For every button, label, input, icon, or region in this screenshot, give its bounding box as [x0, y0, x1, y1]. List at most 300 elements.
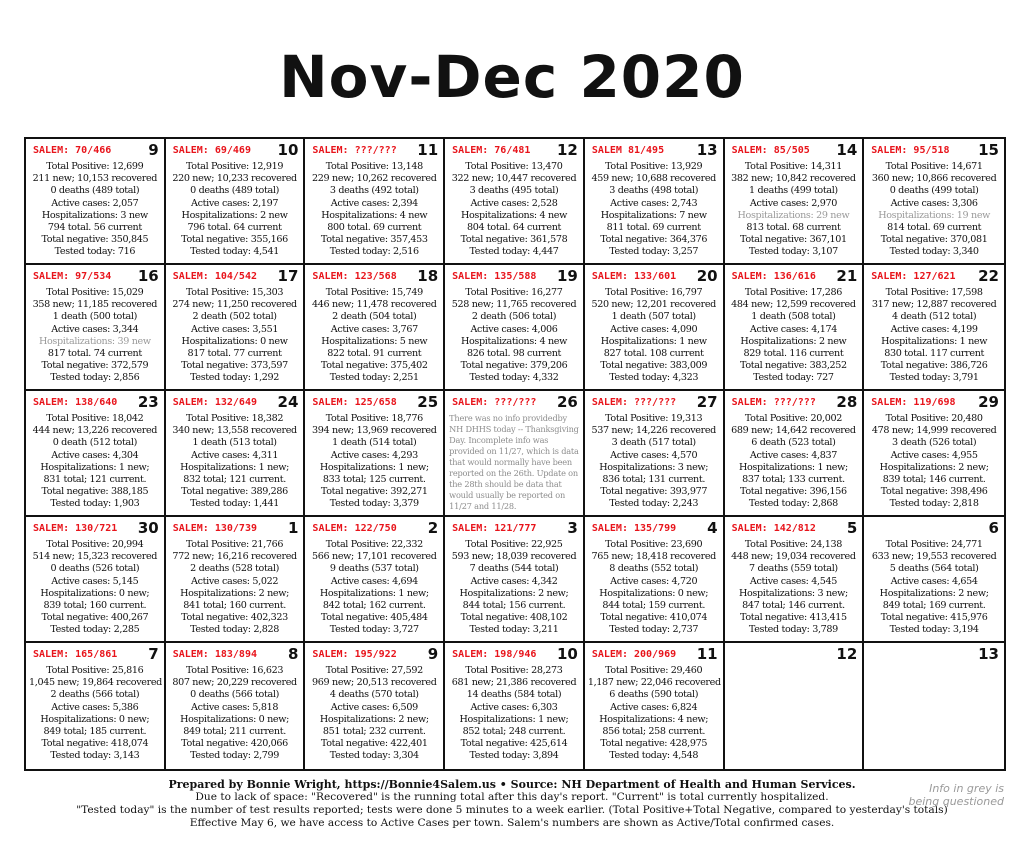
day-stats	[169, 539, 301, 637]
stat-line: Total Positive: 18,382	[185, 413, 284, 424]
stat-line: Total Positive: 12,699	[46, 161, 144, 172]
stat-line: 831 total; 121 current.	[43, 474, 147, 486]
stat-line: Tested today: 3,257	[609, 246, 699, 258]
stat-line: Total negative: 383,252	[740, 360, 847, 372]
stat-line: Active cases: 4,090	[610, 323, 698, 335]
salem-count: SALEM: 200/969	[591, 649, 677, 660]
stat-line: Total Positive: 27,592	[325, 665, 423, 676]
stat-line: 0 death (512 total)	[52, 437, 137, 449]
stat-line: Hospitalizations: 3 new;	[599, 461, 709, 473]
day-cell	[864, 643, 1004, 769]
stat-line: Total negative: 389,286	[181, 486, 288, 498]
day-header	[728, 267, 860, 287]
day-number: 7	[148, 645, 159, 663]
day-stats	[308, 665, 440, 763]
stat-line: Tested today: 2,516	[329, 246, 419, 258]
stat-line: 839 total; 160 current.	[43, 600, 147, 612]
stat-line: Tested today: 2,828	[190, 624, 280, 636]
day-header	[588, 645, 720, 665]
stat-line: 689 new; 14,642 recovered	[731, 425, 856, 437]
stat-line: 2 deaths (566 total)	[50, 689, 140, 701]
stat-line: Tested today: 4,447	[469, 246, 559, 258]
day-number: 11	[696, 645, 718, 663]
day-cell	[864, 391, 1004, 517]
stat-line: Tested today: 3,107	[748, 246, 838, 258]
stat-line: Active cases: 5,145	[51, 575, 139, 587]
day-cell	[166, 517, 306, 643]
stat-line: Hospitalizations: 2 new	[740, 335, 847, 347]
stat-line: Active cases: 2,743	[610, 197, 698, 209]
stat-line: Total negative: 388,185	[41, 486, 149, 498]
stat-line: 633 new; 19,553 recovered	[871, 551, 997, 563]
day-stats	[448, 161, 580, 259]
day-number: 10	[277, 141, 299, 159]
stat-line: Hospitalizations: 1 new;	[40, 461, 150, 473]
stat-line: Total negative: 402,323	[181, 612, 288, 624]
stat-line: Active cases: 4,311	[191, 449, 279, 461]
stat-line: Hospitalizations: 0 new;	[180, 713, 290, 725]
stat-line: Hospitalizations: 2 new;	[180, 587, 290, 599]
stat-line: Hospitalizations: 2 new	[181, 209, 288, 221]
stat-line: 2 death (506 total)	[471, 311, 557, 323]
stat-line: Hospitalizations: 4 new;	[599, 713, 709, 725]
day-header	[308, 141, 440, 161]
stat-line: Active cases: 6,303	[470, 701, 558, 713]
salem-count: SALEM: 122/750	[312, 523, 397, 534]
day-stats	[588, 665, 720, 763]
stat-line: 772 new; 16,216 recovered	[172, 551, 297, 563]
stat-line: Total Positive: 24,771	[885, 539, 983, 550]
stat-line: 849 total; 169 current.	[882, 600, 986, 612]
stat-line: Tested today: 2,818	[889, 498, 979, 510]
salem-count: SALEM: 135/799	[591, 523, 677, 534]
stat-line: Total Positive: 16,623	[185, 665, 284, 676]
stat-line: Active cases: 2,394	[330, 197, 418, 209]
stat-line: 1 death (500 total)	[52, 311, 137, 323]
salem-count: SALEM: 135/588	[452, 271, 537, 282]
stat-line: 829 total. 116 current	[743, 348, 844, 360]
stat-line: Total negative: 410,074	[600, 612, 708, 624]
day-header	[728, 645, 860, 665]
stat-line: 681 new; 21,386 recovered	[451, 677, 577, 689]
salem-count: SALEM: 97/534	[33, 271, 112, 282]
stat-line: Hospitalizations: 19 new	[878, 209, 991, 221]
stat-line: 2 deaths (528 total)	[190, 563, 279, 575]
stat-line: 484 new; 12,599 recovered	[731, 299, 856, 311]
stat-line: 478 new; 14,999 recovered	[871, 425, 997, 437]
day-cell	[445, 391, 585, 517]
stat-line: 514 new; 15,323 recovered	[32, 551, 158, 563]
stat-line: Total Positive: 19,313	[605, 413, 703, 424]
salem-count: SALEM: 198/946	[452, 649, 537, 660]
day-cell	[585, 139, 725, 265]
stat-line: Hospitalizations: 2 new;	[319, 713, 429, 725]
salem-count: SALEM: 76/481	[452, 145, 531, 156]
stat-line: 969 new; 20,513 recovered	[312, 677, 437, 689]
day-header	[867, 393, 1001, 413]
day-number: 8	[287, 645, 299, 663]
stat-line: 832 total; 121 current.	[183, 474, 286, 486]
stat-line: 459 new; 10,688 recovered	[591, 173, 716, 185]
stat-line: 856 total; 258 current.	[602, 726, 706, 738]
day-header	[29, 645, 161, 665]
day-cell	[305, 391, 445, 517]
stat-line: 3 deaths (498 total)	[609, 185, 699, 197]
stat-line: Tested today: 4,541	[190, 246, 280, 258]
footer-note-active: Effective May 6, we have access to Active Cases per town. Salem's numbers are shown as Active/Total confirmed cases.	[189, 817, 835, 829]
stat-line: Active cases: 5,818	[191, 701, 279, 713]
stat-line: Active cases: 4,955	[890, 449, 978, 461]
stat-line: 800 total. 69 current	[327, 222, 422, 234]
day-number: 9	[148, 141, 159, 159]
stat-line: Total Positive: 16,797	[605, 287, 703, 298]
day-cell	[445, 139, 585, 265]
day-number: 22	[978, 267, 999, 285]
day-header	[169, 267, 301, 287]
stat-line: 9 deaths (537 total)	[329, 563, 419, 575]
stat-line: Tested today: 4,323	[609, 372, 699, 384]
stat-line: Total negative: 413,415	[740, 612, 847, 624]
stat-line: Hospitalizations: 0 new	[181, 335, 288, 347]
salem-count: SALEM 81/495	[591, 145, 665, 156]
stat-line: 14 deaths (584 total)	[466, 689, 562, 701]
stat-line: Total negative: 398,496	[880, 486, 988, 498]
stat-line: 4 deaths (570 total)	[329, 689, 419, 701]
stat-line: Hospitalizations: 2 new;	[879, 461, 989, 473]
stat-line: Total negative: 408,102	[460, 612, 568, 624]
stat-line: Active cases: 3,306	[890, 197, 978, 209]
day-number: 1	[287, 519, 299, 537]
day-stats	[169, 665, 301, 763]
stat-line: 358 new; 11,185 recovered	[32, 299, 158, 311]
day-stats	[867, 287, 1001, 385]
stat-line: Tested today: 3,727	[329, 624, 419, 636]
stat-line: 382 new; 10,842 recovered	[731, 173, 856, 185]
day-number: 17	[277, 267, 299, 285]
day-number: 24	[277, 393, 299, 411]
stat-line: Total negative: 370,081	[880, 234, 988, 246]
stat-line: 537 new; 14,226 recovered	[591, 425, 716, 437]
stat-line: 841 total; 160 current.	[183, 600, 286, 612]
page-title: Nov-Dec 2020	[279, 43, 745, 111]
stat-line: 5 deaths (564 total)	[889, 563, 979, 575]
stat-line: 6 death (523 total)	[751, 437, 836, 449]
stat-line: 528 new; 11,765 recovered	[451, 299, 577, 311]
stat-line: 813 total. 68 current	[746, 222, 841, 234]
stat-line: Total negative: 350,845	[41, 234, 149, 246]
day-header	[867, 519, 1001, 539]
stat-line: 211 new; 10,153 recovered	[32, 173, 158, 185]
stat-line: Active cases: 4,342	[470, 575, 558, 587]
day-stats	[588, 413, 720, 511]
stat-line: Total Positive: 17,286	[744, 287, 842, 298]
stat-line: Tested today: 1,903	[50, 498, 140, 510]
stat-line: 822 total. 91 current	[327, 348, 422, 360]
stat-line: 852 total; 248 current.	[462, 726, 566, 738]
stat-line: 444 new; 13,226 recovered	[32, 425, 158, 437]
stat-line: 814 total. 69 current	[887, 222, 982, 234]
day-stats	[588, 539, 720, 637]
stat-line: 593 new; 18,039 recovered	[451, 551, 577, 563]
stat-line: Total negative: 361,578	[460, 234, 568, 246]
footer	[0, 778, 1024, 830]
salem-count: SALEM: 95/518	[871, 145, 950, 156]
stat-line: 817 total. 74 current	[47, 348, 142, 360]
stat-line: 7 deaths (559 total)	[749, 563, 838, 575]
stat-line: Active cases: 4,570	[610, 449, 698, 461]
day-header	[29, 393, 161, 413]
day-cell	[166, 391, 306, 517]
stat-line: Tested today: 3,791	[889, 372, 979, 384]
salem-count: SALEM: 133/601	[591, 271, 677, 282]
stat-line: Hospitalizations: 1 new;	[738, 461, 848, 473]
stat-line: Hospitalizations: 2 new;	[879, 587, 989, 599]
stat-line: Total negative: 422,401	[320, 738, 428, 750]
stat-line: Hospitalizations: 1 new;	[319, 587, 429, 599]
day-stats	[867, 161, 1001, 259]
stat-line: Total negative: 428,975	[600, 738, 708, 750]
stat-line: 322 new; 10,447 recovered	[451, 173, 577, 185]
day-note: There was no info providedby NH DHHS today -- Thanksgiving Day. Incomplete info was provided on 11/27, which is data that would normally have been reported on the 26th. Update on the 28th should be data that would usually be reported on 11/27 and 11/28.	[449, 413, 579, 511]
day-cell	[26, 139, 166, 265]
stat-line: Tested today: 727	[753, 372, 834, 384]
stat-line: 340 new; 13,558 recovered	[172, 425, 297, 437]
stat-line: 0 deaths (499 total)	[889, 185, 979, 197]
stat-line: 1,187 new; 22,046 recovered	[587, 677, 721, 689]
stat-line: 842 total; 162 current.	[322, 600, 426, 612]
stat-line: Active cases: 3,344	[51, 323, 139, 335]
salem-count: SALEM: ???/???	[731, 397, 816, 408]
stat-line: Total Positive: 22,925	[465, 539, 563, 550]
stat-line: Tested today: 3,194	[889, 624, 979, 636]
grey-note-line-2: being questioned	[908, 795, 1004, 808]
day-cell	[26, 643, 166, 769]
day-header	[728, 393, 860, 413]
stat-line: Hospitalizations: 4 new	[460, 335, 567, 347]
stat-line: 0 deaths (489 total)	[190, 185, 279, 197]
stat-line: Tested today: 2,799	[190, 750, 280, 762]
day-header	[29, 141, 161, 161]
day-number: 10	[556, 645, 578, 663]
salem-count: SALEM: ???/???	[312, 145, 397, 156]
day-cell	[725, 517, 865, 643]
day-cell	[305, 643, 445, 769]
stat-line: Total Positive: 12,919	[185, 161, 284, 172]
day-stats	[308, 161, 440, 259]
stat-line: Hospitalizations: 5 new	[321, 335, 428, 347]
day-cell	[585, 643, 725, 769]
stat-line: 2 death (502 total)	[192, 311, 277, 323]
salem-count: SALEM: 127/621	[871, 271, 956, 282]
day-header	[588, 267, 720, 287]
day-cell	[585, 265, 725, 391]
day-number: 19	[556, 267, 578, 285]
day-cell	[725, 265, 865, 391]
day-cell	[725, 643, 865, 769]
stat-line: Active cases: 4,006	[470, 323, 558, 335]
stat-line: 847 total; 146 current.	[742, 600, 845, 612]
day-stats	[588, 287, 720, 385]
stat-line: 830 total. 117 current	[884, 348, 985, 360]
stat-line: Total Positive: 13,148	[325, 161, 423, 172]
day-header	[448, 141, 580, 161]
day-header	[448, 267, 580, 287]
stat-line: Total Positive: 13,470	[465, 161, 563, 172]
salem-count: SALEM: 138/640	[33, 397, 118, 408]
salem-count: SALEM: 70/466	[33, 145, 112, 156]
day-number: 13	[978, 645, 999, 663]
stat-line: Total Positive: 29,460	[605, 665, 703, 676]
day-number: 2	[427, 519, 439, 537]
day-header	[867, 141, 1001, 161]
day-cell	[305, 139, 445, 265]
stat-line: 794 total. 56 current	[47, 222, 142, 234]
day-number: 23	[137, 393, 159, 411]
salem-count: SALEM: 195/922	[312, 649, 397, 660]
stat-line: Total negative: 425,614	[460, 738, 568, 750]
salem-count: SALEM: 104/542	[172, 271, 257, 282]
day-cell	[864, 265, 1004, 391]
day-stats	[728, 539, 860, 637]
day-header	[308, 267, 440, 287]
day-header	[308, 393, 440, 413]
stat-line: Total Positive: 24,138	[744, 539, 842, 550]
stat-line: 837 total; 133 current.	[742, 474, 845, 486]
stat-line: Tested today: 3,211	[469, 624, 559, 636]
stat-line: 220 new; 10,233 recovered	[172, 173, 297, 185]
day-header	[448, 519, 580, 539]
stat-line: Total negative: 392,271	[320, 486, 428, 498]
stat-line: 317 new; 12,887 recovered	[871, 299, 997, 311]
stat-line: 7 deaths (544 total)	[469, 563, 559, 575]
stat-line: Total Positive: 18,042	[46, 413, 144, 424]
stat-line: Total negative: 355,166	[181, 234, 288, 246]
day-cell	[166, 139, 306, 265]
day-number: 28	[836, 393, 858, 411]
stat-line: Active cases: 2,528	[470, 197, 558, 209]
stat-line: Total negative: 393,977	[600, 486, 708, 498]
stat-line: Total Positive: 14,311	[744, 161, 842, 172]
day-cell	[725, 139, 865, 265]
day-stats	[29, 665, 161, 763]
day-number: 3	[567, 519, 578, 537]
stat-line: Tested today: 716	[54, 246, 136, 258]
day-number: 30	[137, 519, 159, 537]
stat-line: Total Positive: 25,816	[46, 665, 144, 676]
day-cell	[864, 139, 1004, 265]
stat-line: 833 total; 125 current.	[322, 474, 426, 486]
stat-line: Active cases: 5,022	[191, 575, 279, 587]
day-cell	[585, 391, 725, 517]
day-stats	[308, 413, 440, 511]
day-stats	[308, 539, 440, 637]
day-header	[308, 645, 440, 665]
stat-line: Active cases: 3,551	[191, 323, 279, 335]
day-number: 12	[836, 645, 858, 663]
stat-line: Active cases: 2,057	[51, 197, 139, 209]
stat-line: Tested today: 2,285	[50, 624, 140, 636]
day-stats	[448, 287, 580, 385]
stat-line: Tested today: 2,251	[329, 372, 419, 384]
stat-line: 4 death (512 total)	[892, 311, 977, 323]
stat-line: Tested today: 2,737	[609, 624, 699, 636]
stat-line: Active cases: 6,824	[610, 701, 698, 713]
salem-count: SALEM: 123/568	[312, 271, 397, 282]
day-header	[169, 393, 301, 413]
day-number: 29	[978, 393, 999, 411]
day-cell	[26, 265, 166, 391]
day-stats	[867, 413, 1001, 511]
day-header	[29, 519, 161, 539]
stat-line: 765 new; 18,418 recovered	[591, 551, 716, 563]
stat-line: Tested today: 4,332	[469, 372, 559, 384]
salem-count: SALEM: 130/739	[172, 523, 257, 534]
day-number: 25	[417, 393, 439, 411]
day-number: 18	[417, 267, 439, 285]
day-header	[867, 645, 1001, 665]
salem-count: SALEM: 183/894	[172, 649, 257, 660]
stat-line: 6 deaths (590 total)	[609, 689, 699, 701]
day-number: 4	[707, 519, 718, 537]
day-number: 13	[696, 141, 718, 159]
stat-line: 844 total; 156 current.	[462, 600, 566, 612]
stat-line: 1 death (513 total)	[192, 437, 277, 449]
stat-line: Tested today: 3,340	[889, 246, 979, 258]
stat-line: 1 death (507 total)	[611, 311, 696, 323]
stat-line: 3 death (526 total)	[892, 437, 977, 449]
stat-line: Total negative: 372,579	[41, 360, 149, 372]
stat-line: Active cases: 4,199	[890, 323, 978, 335]
stat-line: Tested today: 4,548	[609, 750, 699, 762]
stat-line: 851 total; 232 current.	[322, 726, 426, 738]
day-number: 16	[137, 267, 159, 285]
day-number: 11	[417, 141, 439, 159]
stat-line: Tested today: 2,856	[50, 372, 140, 384]
stat-line: Hospitalizations: 4 new	[321, 209, 428, 221]
stat-line: 3 deaths (492 total)	[329, 185, 419, 197]
stat-line: Active cases: 4,694	[330, 575, 418, 587]
stat-line: Total Positive: 28,273	[465, 665, 563, 676]
stat-line: 0 deaths (526 total)	[50, 563, 140, 575]
day-cell	[864, 517, 1004, 643]
stat-line: Hospitalizations: 1 new	[881, 335, 988, 347]
day-header	[588, 393, 720, 413]
stat-line: Hospitalizations: 7 new	[600, 209, 707, 221]
day-header	[308, 519, 440, 539]
day-stats	[169, 161, 301, 259]
day-number: 12	[556, 141, 578, 159]
salem-count: SALEM: 69/469	[172, 145, 251, 156]
day-number: 20	[696, 267, 718, 285]
stat-line: 839 total; 146 current.	[882, 474, 986, 486]
stat-line: Total negative: 373,597	[181, 360, 288, 372]
stat-line: 1 death (508 total)	[751, 311, 836, 323]
stat-line: 229 new; 10,262 recovered	[312, 173, 437, 185]
day-stats	[448, 539, 580, 637]
stat-line: 2 death (504 total)	[332, 311, 417, 323]
stat-line: Tested today: 2,243	[609, 498, 699, 510]
salem-count: SALEM: 119/698	[871, 397, 956, 408]
stat-line: Hospitalizations: 1 new;	[459, 713, 569, 725]
day-header	[169, 519, 301, 539]
day-stats	[867, 539, 1001, 637]
stat-line: 796 total. 64 current	[187, 222, 282, 234]
day-stats	[448, 665, 580, 763]
salem-count: SALEM: ???/???	[591, 397, 677, 408]
stat-line: 1 death (514 total)	[332, 437, 417, 449]
stat-line: 0 deaths (489 total)	[50, 185, 140, 197]
day-number: 27	[696, 393, 718, 411]
